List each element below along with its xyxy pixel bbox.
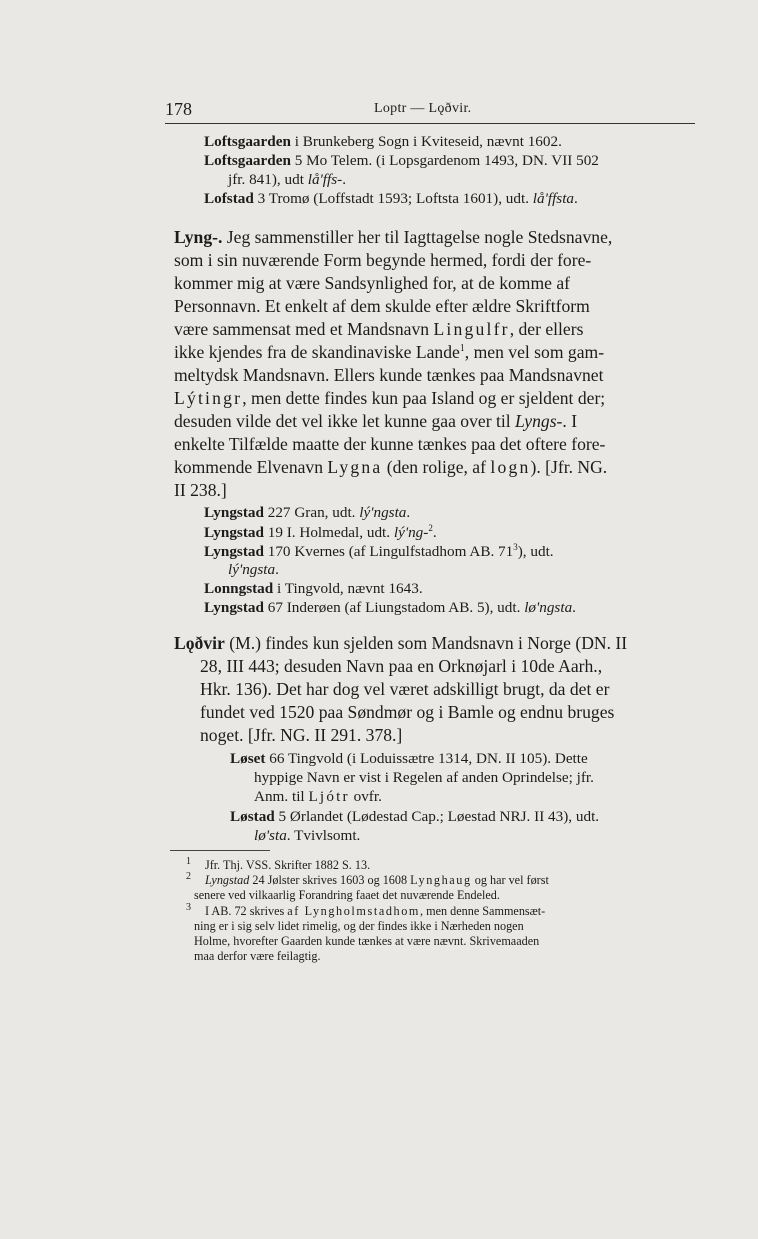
entry-loset: Løset 66 Tingvold (i Loduissætre 1314, DN. II 105). Dette [230, 750, 588, 767]
footnote-3-line-4: maa derfor være feilagtig. [194, 949, 321, 963]
entry-loset-cont-1: hyppige Navn er vist i Regelen af anden Oprindelse; jfr. [254, 769, 594, 786]
page-number: 178 [165, 99, 192, 119]
footnote-1: Jfr. Thj. VSS. Skrifter 1882 S. 13. [205, 858, 371, 872]
footnote-3-line-1: I AB. 72 skrives af Lyngholmstadhom, men denne Sammensæt- [205, 904, 546, 918]
lyng-para-line-1: Lyng-. Jeg sammenstiller her til Iagttagelse nogle Stedsnavne, [174, 227, 613, 247]
lyng-para-line-8: Lýtingr, men dette findes kun paa Island og er sjeldent der; [174, 388, 606, 408]
lodvir-para-line-2: 28, III 443; desuden Navn paa en Orknøjarl i 10de Aarh., [200, 656, 603, 676]
lyng-para-line-5: være sammensat med et Mandsnavn Lingulfr, der ellers [174, 319, 584, 339]
entry-lyngstad-inderoen: Lyngstad 67 Inderøen (af Liungstadom AB. 5), udt. lø'ngsta. [204, 599, 576, 616]
footnote-2-marker: 2 [186, 871, 191, 882]
footnote-rule [170, 850, 270, 851]
footnote-2-line-2: senere ved vilkaarlig Forandring faaet det nuværende Endeled. [194, 888, 500, 902]
footnote-3-marker: 3 [186, 902, 191, 913]
entry-loset-cont-2: Anm. til Ljótr ovfr. [254, 788, 382, 805]
entry-loftsgaarden-2: Loftsgaarden 5 Mo Telem. (i Lopsgardenom 1493, DN. VII 502 [204, 152, 599, 169]
lyng-para-line-12: II 238.] [174, 480, 227, 500]
lodvir-para-line-4: fundet ved 1520 paa Søndmør og i Bamle og endnu bruges [200, 702, 615, 722]
lyng-para-line-2: som i sin nuværende Form begynde hermed, fordi der fore- [174, 250, 592, 270]
entry-lyngstad-kvernes: Lyngstad 170 Kvernes (af Lingulfstadhom AB. $71^3$), udt. [204, 542, 554, 561]
entry-lyngstad-holmedal: Lyngstad 19 I. Holmedal, udt. lý'ng-$^2$. [204, 523, 437, 542]
running-head: Loptr — Lǫðvir. [374, 101, 472, 116]
footnote-3-line-3: Holme, hvorefter Gaarden kunde tænkes at være nævnt. Skrivemaaden [194, 934, 540, 948]
header-rule [165, 123, 695, 124]
lodvir-para-line-1: Lǫðvir (M.) findes kun sjelden som Mandsnavn i Norge (DN. II [174, 633, 628, 653]
entry-lonngstad: Lonngstad i Tingvold, nævnt 1643. [204, 580, 423, 597]
entry-lyngstad-gran: Lyngstad 227 Gran, udt. lý'ngsta. [204, 504, 411, 521]
entry-lostad-cont: lø'sta. Tvivlsomt. [254, 827, 361, 844]
lodvir-para-line-5: noget. [Jfr. NG. II 291. 378.] [200, 725, 403, 745]
entry-lofstad: Lofstad 3 Tromø (Loffstadt 1593; Loftsta 1601), udt. lå'ffsta. [204, 190, 578, 207]
entry-loftsgaarden-1: Loftsgaarden i Brunkeberg Sogn i Kviteseid, nævnt 1602. [204, 133, 562, 150]
lyng-para-line-9: desuden vilde det vel ikke let kunne gaa over til Lyngs-. I [174, 411, 578, 431]
footnote-1-marker: 1 [186, 856, 191, 867]
footnote-3-line-2: ning er i sig selv lidet rimelig, og der findes ikke i Nærheden nogen [194, 919, 524, 933]
lyng-para-line-3: kommer mig at være Sandsynlighed for, at de komme af [174, 273, 571, 293]
lyng-para-line-7: meltydsk Mandsnavn. Ellers kunde tænkes paa Mandsnavnet [174, 365, 604, 385]
lyng-para-line-4: Personnavn. Et enkelt af dem skulde efter ældre Skriftform [174, 296, 590, 316]
entry-lostad: Løstad 5 Ørlandet (Lødestad Cap.; Løestad NRJ. II 43), udt. [230, 808, 600, 825]
entry-lyngstad-kvernes-cont: lý'ngsta. [228, 561, 279, 578]
footnote-2-line-1: Lyngstad 24 Jølster skrives 1603 og 1608 Lynghaug og har vel først [205, 873, 549, 887]
lyng-para-line-6: ikke kjendes fra de skandinaviske Lande$^1$, men vel som gam- [174, 342, 605, 362]
entry-loftsgaarden-2-cont: jfr. 841), udt lå'ffs-. [228, 171, 346, 188]
lodvir-para-line-3: Hkr. 136). Det har dog vel været adskilligt brugt, da det er [200, 679, 610, 699]
lyng-para-line-11: kommende Elvenavn Lygna (den rolige, af logn). [Jfr. NG. [174, 457, 608, 477]
lyng-para-line-10: enkelte Tilfælde maatte der kunne tænkes paa det oftere fore- [174, 434, 606, 454]
